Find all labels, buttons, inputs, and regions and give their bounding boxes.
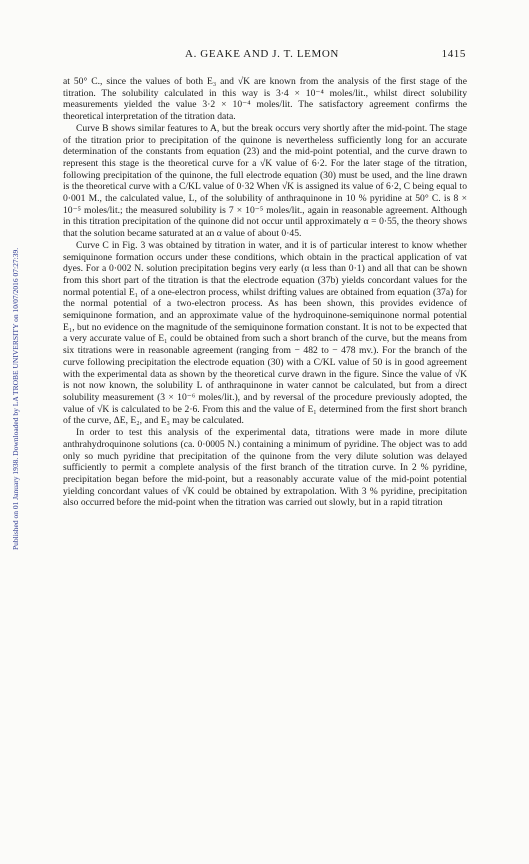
page-number: 1415 bbox=[441, 48, 466, 60]
paragraph: In order to test this analysis of the experimental data, titrations were made in more dilute anthrahydroquinone solutions (ca. 0·0005 N.) containing a minimum of pyridine. The object was to add only so much pyridine that precipitation of the quinone from the very dilute solution was delayed sufficiently to permit a complete analysis of the first branch of the titration curve. In 2 % pyridine, precipitation began before the mid-point, but a reasonably accurate value of the mid-point potential yielding concordant values of √K could be obtained by extrapolation. With 3 % pyridine, precipitation also occurred before the mid-point when the titration was carried out slowly, but in a rapid titration bbox=[63, 427, 467, 509]
body-text bbox=[63, 76, 467, 509]
paragraph: Curve C in Fig. 3 was obtained by titration in water, and it is of particular interest to know whether semiquinone formation occurs under these conditions, which obtain in the practical application of vat dyes. For a 0·002 N. solution precipitation begins very early (α less than 0·1) and all that can be shown from this short part of the titration is that the electrode equation (37b) yields concordant values for the normal potential E₁ of a one-electron process, whilst drifting values are obtained from equation (37a) for the normal potential of a two-electron process. As has been shown, this provides evidence of semiquinone formation, and an approximate value of the hydroquinone-semiquinone normal potential E₁, but no evidence on the magnitude of the semiquinone formation constant. It is not to be expected that a very accurate value of E₁ could be obtained from such a short branch of the curve, but the means from six titrations were in reasonable agreement (ranging from − 482 to − 478 mv.). For the branch of the curve following precipitation the electrode equation (30) with a C/KL value of 50 is in good agreement with the experimental data as shown by the theoretical curve drawn in the figure. Since the value of √K is not now known, the solubility L of anthraquinone in water cannot be calculated, but from a direct solubility measurement (3 × 10⁻⁶ moles/lit.), and by reversal of the procedure previously adopted, the value of √K is calculated to be 2·6. From this and the value of E₁ determined from the first short branch of the curve, ΔE, E₂, and E₃ may be calculated. bbox=[63, 239, 467, 427]
running-title: A. GEAKE AND J. T. LEMON bbox=[185, 48, 339, 60]
paragraph: at 50° C., since the values of both E₃ and √K are known from the analysis of the first stage of the titration. The solubility calculated in this way is 3·4 × 10⁻⁴ moles/lit., whilst direct solubility measurements yielded the value 3·2 × 10⁻⁴ moles/lit. The satisfactory agreement confirms the theoretical interpretation of the titration data. bbox=[63, 76, 467, 123]
download-notice bbox=[4, 95, 18, 550]
page-header bbox=[62, 48, 466, 62]
download-notice-text: Published on 01 January 1938. Downloaded by LA TROBE UNIVERSITY on 10/07/2016 07:27:39. bbox=[11, 247, 20, 550]
paragraph: Curve B shows similar features to A, but the break occurs very shortly after the mid-point. The stage of the titration prior to precipitation of the quinone is nevertheless sufficiently long for an accurate determination of the constants from equation (23) and the mid-point potential, and the curve drawn to represent this stage is the theoretical curve for a √K value of 6·2. For the later stage of the titration, following precipitation of the quinone, the full electrode equation (30) must be used, and the line drawn is the theoretical curve with a C/KL value of 0·32 When √K is assigned its value of 6·2, C being equal to 0·001 M., the calculated value, L, of the solubility of anthraquinone in 10 % pyridine at 50° C. is 8 × 10⁻⁵ moles/lit.; the measured solubility is 7 × 10⁻⁵ moles/lit., again in reasonable agreement. Although in this titration precipitation of the quinone did not occur until approximately α = 0·55, the theory shows that the solution became saturated at an α value of about 0·45. bbox=[63, 122, 467, 240]
